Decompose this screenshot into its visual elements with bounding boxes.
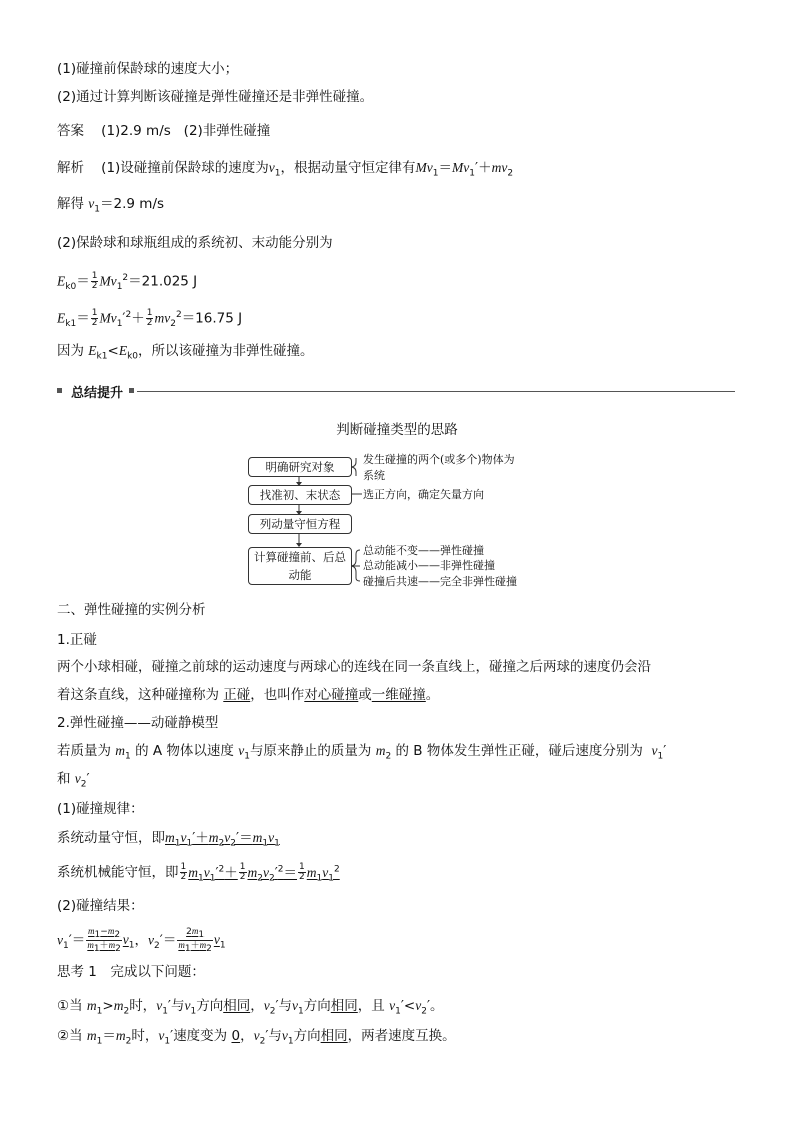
text-span: 与原来静止的质量为 (249, 743, 372, 759)
flow-box-2: 找准初、末状态 (248, 485, 352, 505)
subsection-1-title: 1.正碰 (57, 632, 97, 648)
text-span: 和 (57, 771, 71, 787)
text-span: ①当 (57, 998, 83, 1014)
conclusion-post: ，所以该碰撞为非弹性碰撞。 (138, 343, 314, 359)
text-span: 。 (425, 687, 440, 703)
flow-note-1: 发生碰撞的两个(或多个)物体为 (363, 453, 515, 466)
text-span: 时， (131, 1028, 159, 1044)
conclusion-line: 因为 $E_{k1}<E_{k0}$，所以该碰撞为非弹性碰撞。 (57, 343, 314, 362)
paragraph-line-4: 和 $v_2'$ (57, 771, 90, 790)
text-span: ，两者速度互换。 (347, 1028, 456, 1044)
flow-box-3: 列动量守恒方程 (248, 514, 352, 534)
energy-equation: $\frac{1}{2}$ $m_1v_1'^2+$ $\frac{1}{2}$ $m_2v_2'^2=$ $\frac{1}{2}$ $m_1v_1^2$ (180, 862, 340, 884)
text-span: 系统机械能守恒，即 (57, 864, 179, 881)
momentum-equation: $m_1v_1'+m_2v_2'=m_1v_1$ (165, 830, 280, 849)
flow-note-2: 选正方向，确定矢量方向 (363, 488, 484, 501)
text-span: 速度变为 (173, 1028, 228, 1044)
text-span: 的 B 物体发生弹性正碰，碰后速度分别为 (395, 743, 643, 759)
ek1-value: ＝16.75 J (181, 310, 243, 327)
question-line-2: (2)通过计算判断该碰撞是弹性碰撞还是非弹性碰撞。 (57, 89, 374, 105)
ek1-equation: $E_{k1}=$ $\frac{1}{2}$ $Mv_1'^2+$ $\frac{1}{2}$ $mv_2^2=16.75$ J (57, 308, 243, 330)
answer-2: (2)非弹性碰撞 (183, 123, 271, 139)
text-span: 与 (268, 1028, 282, 1044)
subsection-2-title: 2.弹性碰撞——动碰静模型 (57, 715, 219, 731)
blank-answer-3: 0 (231, 1028, 241, 1044)
blank-answer-2: 相同 (330, 998, 358, 1014)
flow-note-1b: 系统 (363, 469, 385, 482)
ek0-equation: $E_{k0}=$ $\frac{1}{2}$ $Mv_1^2=21.025$ J (57, 271, 198, 293)
flow-note-3: 总动能不变——弹性碰撞 (363, 544, 484, 557)
think-title: 思考 1 完成以下问题： (57, 964, 205, 980)
paragraph-line-2 (57, 685, 439, 705)
flow-box-4: 计算碰撞前、后总动能 (248, 547, 352, 585)
text-span: 的 A 物体以速度 (135, 743, 234, 759)
text-span: 系统动量守恒，即 (57, 830, 165, 846)
think-item-2: ②当 $m_1=m_2$时，$v_1'$速度变为 0，$v_2'$与$v_1$方向相同，两者速度互换。 (57, 1028, 456, 1047)
summary-title: 总结提升 (71, 386, 124, 401)
analysis-label: 解析 (57, 160, 84, 176)
analysis-line-2: (2)保龄球和球瓶组成的系统初、末动能分别为 (57, 235, 333, 251)
conclusion-pre: 因为 (57, 343, 84, 359)
question-line-1: (1)碰撞前保龄球的速度大小； (57, 61, 239, 77)
flowchart-title: 判断碰撞类型的思路 (336, 422, 458, 438)
text-span: 方向 (303, 998, 331, 1014)
answer-1: (1)2.9 m/s (101, 123, 171, 139)
rule-title: (1)碰撞规律： (57, 801, 144, 817)
answer-label: 答案 (57, 123, 84, 139)
paragraph-line-1: 两个小球相碰，碰撞之前球的运动速度与两球心的连线在同一条直线上，碰撞之后两球的速度仍会沿 (57, 659, 651, 675)
paragraph-line-3: 若质量为 $m_1$ 的 A 物体以速度 $v_1$与原来静止的质量为 $m_2$ 的 B 物体发生弹性正碰，碰后速度分别为 $v_1'$ (57, 743, 667, 762)
solve-prefix: 解得 (57, 196, 84, 212)
flow-note-5: 碰撞后共速——完全非弹性碰撞 (363, 575, 517, 588)
text-span: 方向 (196, 998, 224, 1014)
result-equations: $v_1'=$ $\frac{m_1-m_2}{m_1+m_2}$ $v_1$，$v_2'=$ $\frac{2m_1}{m_1+m_2}$ $v_1$ (57, 926, 226, 954)
text-span: 着这条直线，这种碰撞称为 (57, 687, 219, 703)
flow-note-4: 总动能减小——非弹性碰撞 (363, 559, 495, 572)
text-span: 或 (358, 687, 372, 703)
text-span: 与 (278, 998, 293, 1014)
v1-value: ＝2.9 m/s (100, 196, 165, 212)
term-direct-collision: 正碰 (223, 687, 251, 703)
text-span: 与 (171, 998, 185, 1014)
analysis-line-1: 解析 (1)设碰撞前保龄球的速度为$v_1$，根据动量守恒定律有$Mv_1=Mv_1'+mv_2$ (57, 160, 514, 179)
term-1d-collision: 一维碰撞 (371, 687, 426, 703)
energy-line (57, 859, 340, 888)
result-title: (2)碰撞结果： (57, 898, 144, 914)
section-heading: 二、弹性碰撞的实例分析 (57, 602, 206, 618)
blank-answer-4: 相同 (320, 1028, 348, 1044)
flow-box-1: 明确研究对象 (248, 457, 352, 477)
text-span: 时， (129, 998, 157, 1014)
analysis-text-1: (1)设碰撞前保龄球的速度为 (101, 160, 269, 176)
think-item-1: ①当 $m_1>m_2$时，$v_1'$与$v_1$方向相同，$v_2'$与$v_1$方向相同，且 $v_1'<v_2'$。 (57, 998, 444, 1017)
text-span: ，且 (357, 998, 385, 1014)
text-span: ，也叫作 (250, 687, 305, 703)
text-span: 方向 (293, 1028, 321, 1044)
text-span: ②当 (57, 1028, 83, 1044)
momentum-line (57, 828, 280, 854)
blank-answer-1: 相同 (223, 998, 251, 1014)
ek0-value: ＝21.025 J (128, 273, 198, 290)
term-central-collision: 对心碰撞 (304, 687, 359, 703)
text-span: 若质量为 (57, 743, 111, 759)
solve-line: 解得 $v_1=2.9$ m/s (57, 196, 165, 215)
analysis-text-2: ，根据动量守恒定律有 (280, 160, 416, 176)
